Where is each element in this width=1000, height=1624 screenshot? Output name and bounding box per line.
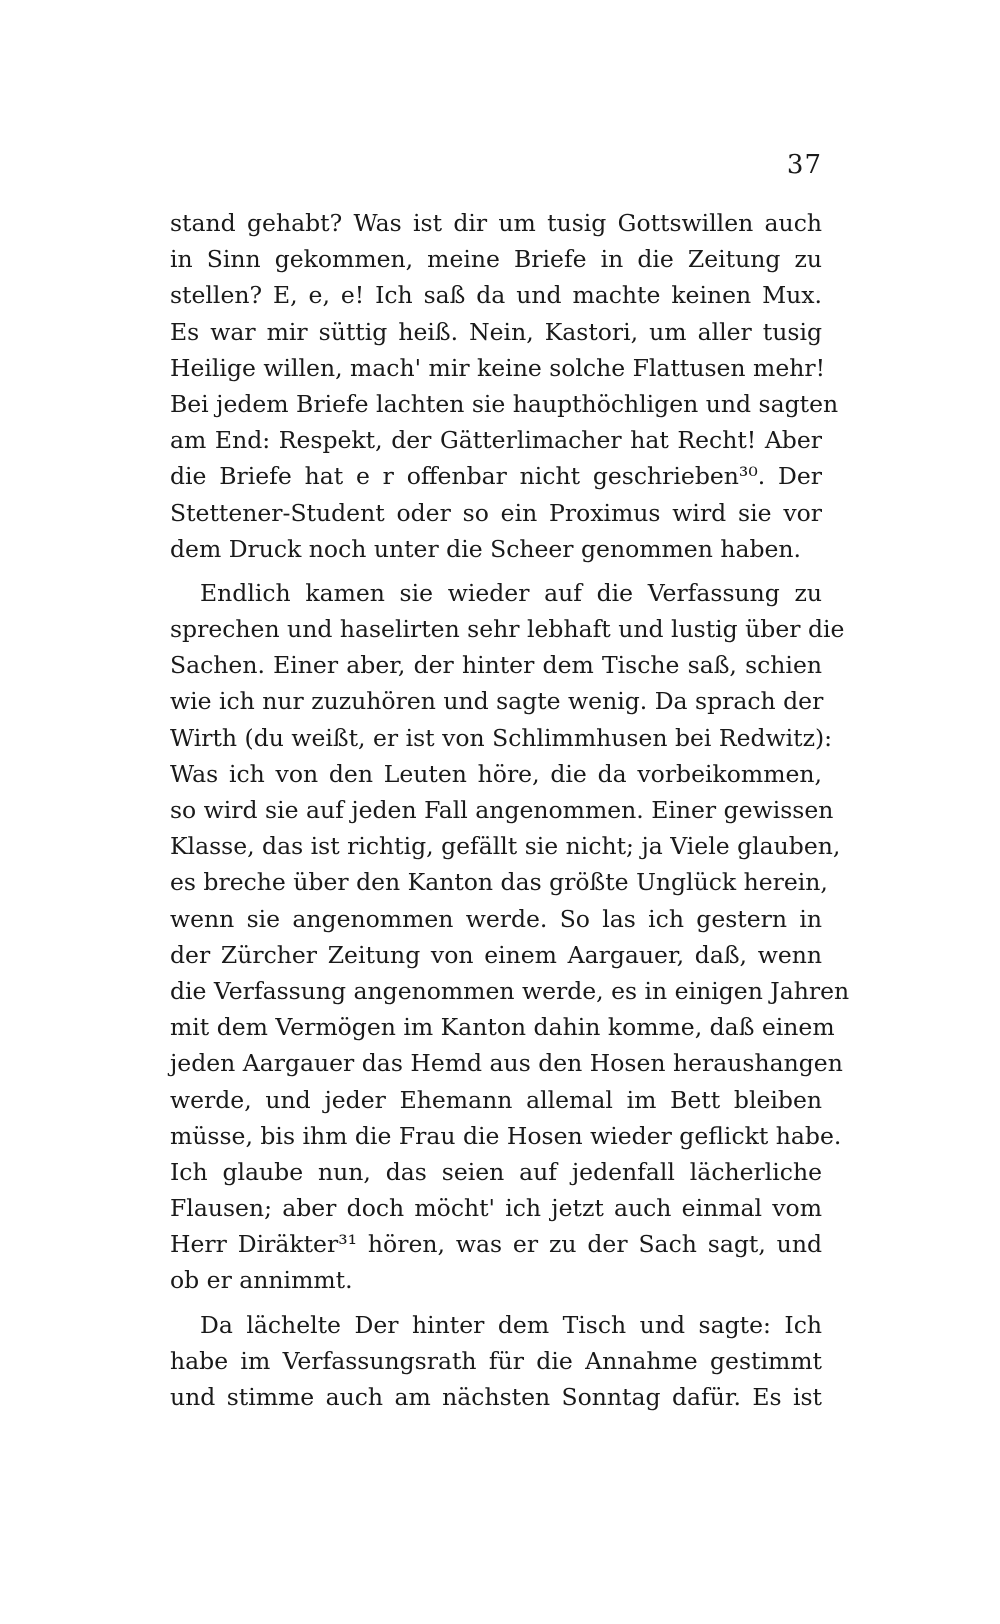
text-line: Heilige willen, mach' mir keine solche Flattusen mehr! xyxy=(170,353,826,382)
text-line: stellen? E, e, e! Ich saß da und machte keinen Mux. xyxy=(170,281,822,310)
text-line: habe im Verfassungsrath für die Annahme gestimmt xyxy=(170,1346,822,1375)
text-line: die Verfassung angenommen werde, es in einigen Jahren xyxy=(170,976,850,1005)
paragraph-3 xyxy=(170,1307,822,1416)
text-line: werde, und jeder Ehemann allemal im Bett bleiben xyxy=(170,1085,822,1114)
text-line: in Sinn gekommen, meine Briefe in die Zeitung zu xyxy=(170,245,822,274)
text-line: wenn sie angenommen werde. So las ich gestern in xyxy=(170,904,822,933)
text-line: jeden Aargauer das Hemd aus den Hosen heraushangen xyxy=(170,1049,843,1078)
text-line: Da lächelte Der hinter dem Tisch und sagte: Ich xyxy=(200,1310,822,1339)
text-line: müsse, bis ihm die Frau die Hosen wieder geflickt habe. xyxy=(170,1121,842,1150)
text-line: Sachen. Einer aber, der hinter dem Tische saß, schien xyxy=(170,651,822,680)
text-line: Was ich von den Leuten höre, die da vorbeikommen, xyxy=(170,759,822,788)
text-line: Bei jedem Briefe lachten sie haupthöchligen und sagten xyxy=(170,389,839,418)
text-line: am End: Respekt, der Gätterlimacher hat Recht! Aber xyxy=(170,426,822,455)
text-line: Endlich kamen sie wieder auf die Verfassung zu xyxy=(200,578,822,607)
text-line: dem Druck noch unter die Scheer genommen haben. xyxy=(170,534,802,563)
text-line: ob er annimmt. xyxy=(170,1266,353,1295)
paragraph-spacer xyxy=(170,567,822,575)
page-number: 37 xyxy=(786,150,822,180)
text-line: wie ich nur zuzuhören und sagte wenig. Da sprach der xyxy=(170,687,824,716)
text-line: der Zürcher Zeitung von einem Aargauer, daß, wenn xyxy=(170,940,822,969)
text-line: und stimme auch am nächsten Sonntag dafür. Es ist xyxy=(170,1383,822,1411)
text-line: Wirth (du weißt, er ist von Schlimmhusen bei Redwitz): xyxy=(170,723,833,752)
paragraph-spacer xyxy=(170,1299,822,1307)
text-line: Ich glaube nun, das seien auf jedenfall lächerliche xyxy=(170,1157,822,1186)
text-line: stand gehabt? Was ist dir um tusig Gottswillen auch xyxy=(170,209,822,237)
text-line: mit dem Vermögen im Kanton dahin komme, daß einem xyxy=(170,1013,835,1042)
text-line: Herr Diräkter³¹ hören, was er zu der Sach sagt, und xyxy=(170,1230,822,1259)
text-line: Klasse, das ist richtig, gefällt sie nicht; ja Viele glauben, xyxy=(170,832,841,861)
paragraph-1 xyxy=(170,205,839,567)
body-text xyxy=(170,205,850,1415)
text-line: sprechen und haselirten sehr lebhaft und lustig über die xyxy=(170,615,845,644)
text-line: so wird sie auf jeden Fall angenommen. Einer gewissen xyxy=(170,796,834,824)
paragraph-2 xyxy=(170,575,850,1299)
text-line: Stettener-Student oder so ein Proximus wird sie vor xyxy=(170,498,822,527)
text-line: es breche über den Kanton das größte Unglück herein, xyxy=(170,868,828,897)
text-line: die Briefe hat e r offenbar nicht geschrieben³⁰. Der xyxy=(170,462,822,491)
text-line: Flausen; aber doch möcht' ich jetzt auch einmal vom xyxy=(170,1194,822,1223)
text-line: Es war mir süttig heiß. Nein, Kastori, um aller tusig xyxy=(170,317,822,346)
